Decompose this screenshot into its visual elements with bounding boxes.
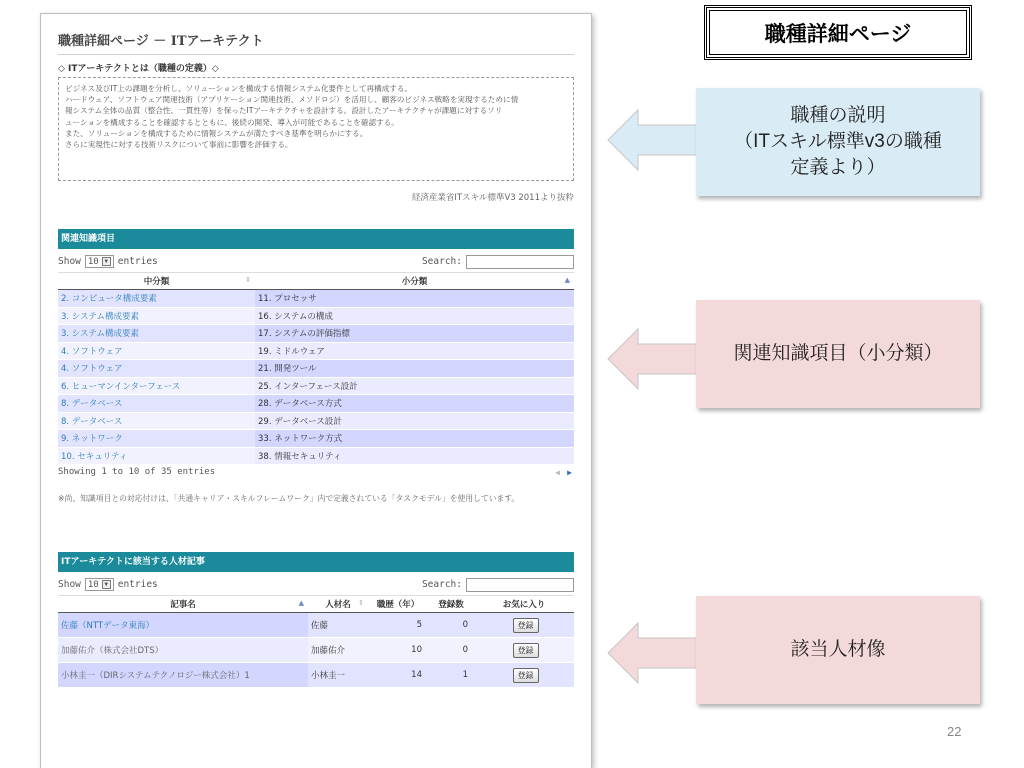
small-category-cell: 16. システムの構成 [255, 307, 574, 325]
knowledge-length-select[interactable] [85, 255, 114, 268]
definition-line: ューションを構成することを確認するとともに、後続の開発、導入が可能であることを確認する。 [65, 117, 399, 127]
knowledge-search [422, 255, 574, 269]
length-value: 10 [87, 256, 99, 267]
years-cell: 10 [368, 638, 428, 663]
middle-category-link[interactable]: 4. ソフトウェア [61, 346, 123, 357]
middle-category-cell [58, 447, 255, 465]
definition-box [58, 77, 574, 181]
definition-line: また、ソリューションを構成するために情報システムが満たすべき基準を明らかにする。 [65, 128, 368, 138]
table-row [58, 377, 574, 395]
knowledge-table-controls [58, 253, 574, 270]
sort-icon: ⇕ [245, 276, 251, 284]
article-cell [58, 613, 308, 638]
table-row [58, 412, 574, 430]
table-row [58, 430, 574, 448]
callout-line: 職種の説明 [790, 105, 886, 126]
column-header-name[interactable] [308, 596, 368, 613]
definition-line: ビジネス及びIT上の課題を分析し、ソリューションを構成する情報システム化要件として再構成する。 [65, 84, 413, 93]
middle-category-link[interactable]: 2. コンピュータ構成要素 [61, 294, 157, 305]
table-row [58, 360, 574, 378]
table-row [58, 307, 574, 325]
register-favorite-button[interactable]: 登録 [513, 618, 539, 633]
small-category-cell: 33. ネットワーク方式 [255, 430, 574, 448]
chevron-down-icon: ▼ [102, 580, 111, 589]
small-category-cell: 21. 開発ツール [255, 360, 574, 378]
search-label: Search: [421, 579, 462, 590]
callout-line: （ITスキル標準v3の職種 [734, 131, 942, 152]
column-label: 登録数 [438, 600, 464, 610]
column-label: 中分類 [143, 277, 170, 287]
column-header-article[interactable] [58, 596, 308, 613]
table-row [58, 325, 574, 343]
count-cell: 1 [428, 663, 474, 688]
talent-name-cell: 小林圭一 [308, 663, 368, 688]
small-category-cell: 11. プロセッサ [255, 290, 574, 308]
middle-category-link[interactable]: 10. セキュリティ [61, 451, 128, 462]
article-link[interactable]: 小林圭一（DIRシステムテクノロジー株式会社）1 [61, 671, 250, 681]
search-label: Search: [421, 256, 462, 267]
middle-category-link[interactable]: 4. ソフトウェア [61, 364, 123, 375]
column-header-small[interactable] [255, 273, 574, 290]
years-cell: 14 [368, 663, 428, 688]
table-row [58, 447, 574, 465]
talent-table [58, 595, 574, 688]
favorite-cell [474, 663, 574, 688]
knowledge-table-footer [58, 465, 574, 479]
previous-page-icon[interactable]: ◀ [555, 467, 560, 477]
column-label: お気に入り [502, 600, 546, 610]
arrow-left-icon [606, 620, 701, 686]
pagination [553, 468, 574, 477]
column-header-years[interactable] [368, 596, 428, 613]
register-favorite-button[interactable]: 登録 [513, 643, 539, 658]
middle-category-link[interactable]: 3. システム構成要素 [61, 329, 139, 340]
talent-name-cell: 加藤佑介 [308, 638, 368, 663]
length-value: 10 [87, 579, 99, 590]
middle-category-cell [58, 290, 255, 308]
small-category-cell: 17. システムの評価指標 [255, 325, 574, 343]
talent-search [422, 578, 574, 592]
article-cell [58, 663, 308, 688]
middle-category-link[interactable]: 6. ヒューマンインターフェース [61, 381, 181, 392]
knowledge-table-info: Showing 1 to 10 of 35 entries [58, 467, 216, 477]
middle-category-cell [58, 307, 255, 325]
small-category-cell: 28. データベース方式 [255, 395, 574, 413]
entries-label: entries [117, 579, 158, 590]
middle-category-cell [58, 377, 255, 395]
sort-icon: ⇕ [358, 599, 364, 607]
middle-category-cell [58, 412, 255, 430]
knowledge-note: ※尚、知識項目との対応付けは、「共通キャリア・スキルフレームワーク」内で定義されている「タスクモデル」を使用しています。 [58, 494, 520, 503]
web-page-screenshot [40, 13, 592, 768]
next-page-icon[interactable]: ▶ [567, 467, 572, 477]
table-row [58, 613, 574, 638]
sort-ascending-icon: ▲ [298, 599, 304, 607]
article-link[interactable]: 加藤佑介（株式会社DTS） [61, 646, 164, 656]
middle-category-link[interactable]: 3. システム構成要素 [61, 311, 139, 322]
favorite-cell [474, 638, 574, 663]
talent-name-cell: 佐藤 [308, 613, 368, 638]
table-row [58, 638, 574, 663]
definition-line: 報システム全体の品質（整合性、一貫性等）を保ったITアーキテクチャを設計する。設計したアーキテクチャが課題に対するソリ [65, 106, 503, 116]
article-link[interactable]: 佐藤（NTTデータ東海） [61, 621, 155, 631]
count-cell: 0 [428, 638, 474, 663]
middle-category-cell [58, 360, 255, 378]
talent-section-header: ITアーキテクトに該当する人材記事 [58, 552, 574, 572]
definition-line: ハードウェア、ソフトウェア関連技術（アプリケーション関連技術、メソドロジ）を活用し、顧客のビジネス戦略を実現するために情 [65, 95, 519, 105]
definition-line: さらに実現性に対する技術リスクについて事前に影響を評価する。 [65, 140, 293, 150]
favorite-cell [474, 613, 574, 638]
middle-category-cell [58, 325, 255, 343]
page-number: 22 [947, 724, 962, 739]
definition-heading: ◇ ITアーキテクトとは（職種の定義）◇ [58, 64, 219, 74]
middle-category-link[interactable]: 8. データベース [61, 399, 123, 410]
talent-length-select[interactable] [85, 578, 114, 591]
definition-source: 経済産業省ITスキル標準V3 2011より抜粋 [411, 193, 574, 203]
small-category-cell: 19. ミドルウェア [255, 342, 574, 360]
knowledge-length-control [58, 255, 158, 268]
middle-category-cell [58, 395, 255, 413]
small-category-cell: 25. インターフェース設計 [255, 377, 574, 395]
knowledge-search-input[interactable] [466, 255, 574, 269]
sort-ascending-icon: ▲ [564, 276, 570, 284]
column-label: 人材名 [325, 600, 351, 610]
column-label: 職歴（年） [376, 600, 420, 610]
arrow-left-icon [606, 326, 701, 392]
talent-length-control [58, 578, 158, 591]
column-header-middle[interactable] [58, 273, 255, 290]
register-favorite-button[interactable]: 登録 [513, 668, 539, 683]
count-cell: 0 [428, 613, 474, 638]
table-row [58, 342, 574, 360]
middle-category-cell [58, 430, 255, 448]
article-cell [58, 638, 308, 663]
years-cell: 5 [368, 613, 428, 638]
table-row [58, 663, 574, 688]
talent-table-controls [58, 576, 574, 593]
column-label: 記事名 [170, 600, 196, 610]
show-label: Show [58, 256, 81, 267]
middle-category-link[interactable]: 8. データベース [61, 416, 123, 427]
callout-knowledge: 関連知識項目（小分類） [696, 300, 980, 408]
small-category-cell: 38. 情報セキュリティ [255, 447, 574, 465]
middle-category-cell [58, 342, 255, 360]
talent-search-input[interactable] [466, 578, 574, 592]
entries-label: entries [117, 256, 158, 267]
column-header-count[interactable] [428, 596, 474, 613]
knowledge-table [58, 272, 574, 465]
slide-title: 職種詳細ページ [704, 5, 972, 60]
column-header-favorite[interactable] [474, 596, 574, 613]
arrow-left-icon [606, 107, 701, 173]
knowledge-section-header: 関連知識項目 [58, 229, 574, 249]
show-label: Show [58, 579, 81, 590]
small-category-cell: 29. データベース設計 [255, 412, 574, 430]
table-row [58, 290, 574, 308]
page-title: 職種詳細ページ － ITアーキテクト [58, 30, 574, 55]
callout-line: 定義より） [790, 157, 886, 178]
callout-talent: 該当人材像 [696, 596, 980, 704]
chevron-down-icon: ▼ [102, 257, 111, 266]
callout-description [696, 88, 980, 196]
table-row [58, 395, 574, 413]
column-label: 小分類 [401, 277, 428, 287]
middle-category-link[interactable]: 9. ネットワーク [61, 434, 123, 445]
